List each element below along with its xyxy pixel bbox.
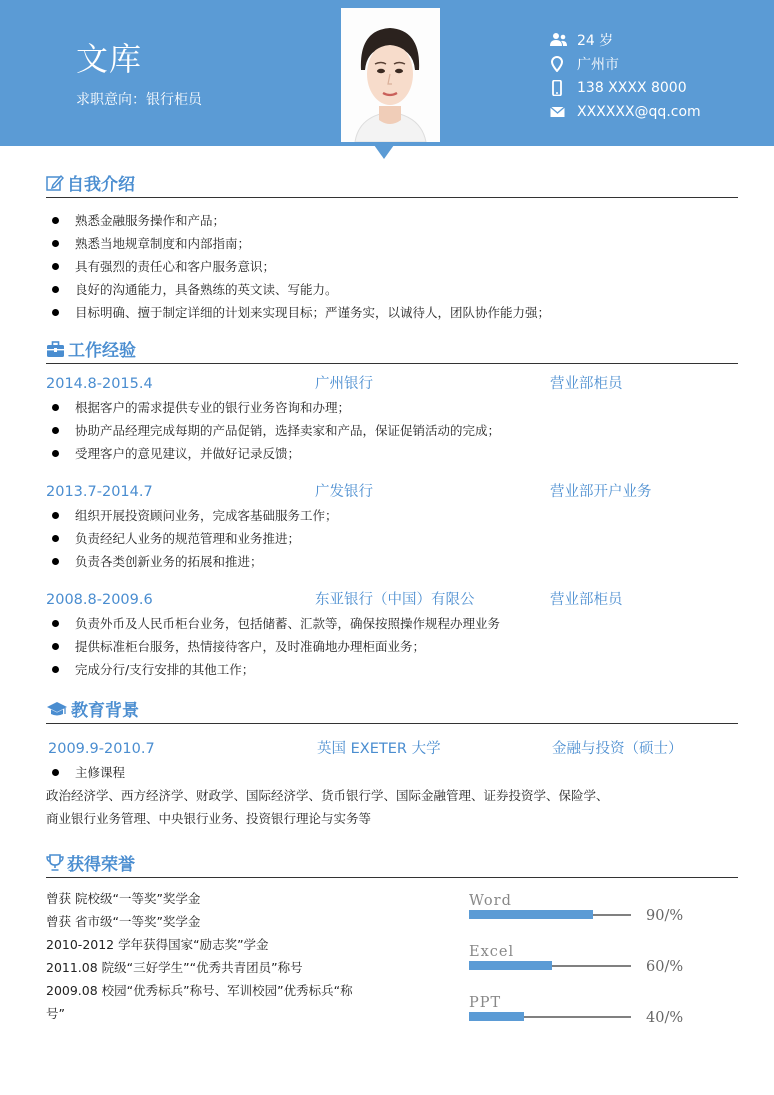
job-entry [46,588,738,681]
list-item: 负责经纪人业务的规范管理和业务推进； [46,527,738,550]
section-title: 自我介绍 [67,175,135,195]
section-title: 获得荣誉 [67,855,135,875]
skill-name: Word [469,893,512,909]
section-work [46,331,738,681]
job-duties [46,612,738,681]
job-date: 2014.8-2015.4 [46,376,153,392]
skill-percent: 60/% [646,959,684,975]
list-item: 提供标准柜台服务，热情接待客户，及时准确地办理柜面业务； [46,635,738,658]
edu-major: 金融与投资（硕士） [552,741,683,757]
skill-name: PPT [469,995,502,1011]
age-text: 24 岁 [577,33,614,49]
section-title-bar [46,691,738,724]
job-position: 营业部开户业务 [550,484,652,500]
list-item: 主修课程 [46,761,738,784]
job-header [46,372,738,396]
honor-item: 曾获 院校级“一等奖”奖学金 [46,891,201,906]
section-self-intro [46,165,738,324]
skill-name: Excel [469,944,515,960]
briefcase-icon [46,341,65,358]
job-position: 营业部柜员 [550,592,623,608]
skill-excel [469,941,684,975]
profile-photo [341,8,440,142]
course-line: 商业银行业务管理、中央银行业务、投资银行理论与实务等 [46,811,372,826]
honor-item: 号” [46,1006,65,1021]
job-entry [46,372,738,465]
list-item: 熟悉当地规章制度和内部指南； [46,232,738,255]
section-education [46,691,738,830]
contact-city [550,52,701,76]
location-pin-icon [550,56,568,72]
job-company: 广州银行 [315,376,373,392]
list-item: 根据客户的需求提供专业的银行业务咨询和办理； [46,396,738,419]
section-honors [46,845,738,1025]
contact-email [550,100,701,124]
job-header [46,480,738,504]
honor-item: 曾获 省市级“一等奖”奖学金 [46,914,201,929]
edu-course-list [46,761,738,784]
city-text: 广州市 [577,57,619,73]
list-item: 负责外币及人民币柜台业务，包括储蓄、汇款等，确保按照操作规程办理业务 [46,612,738,635]
job-entry [46,480,738,573]
self-intro-list [46,209,738,324]
email-text: XXXXXX@qq.com [577,104,701,120]
list-item: 完成分行/支行安排的其他工作； [46,658,738,681]
job-duties [46,396,738,465]
section-title: 工作经验 [68,341,136,361]
mobile-phone-icon [550,80,568,96]
job-header [46,588,738,612]
job-date: 2008.8-2009.6 [46,592,153,608]
candidate-name: 文库 [76,40,143,78]
skill-ppt [469,992,684,1026]
edu-school: 英国 EXETER 大学 [317,741,441,757]
graduation-cap-icon [46,701,68,718]
list-item: 组织开展投资顾问业务，完成客基础服务工作； [46,504,738,527]
section-title-bar [46,165,738,198]
section-title-bar [46,331,738,364]
phone-text: 138 XXXX 8000 [577,80,687,96]
honor-item: 2010-2012 学年获得国家“励志奖”学金 [46,937,269,952]
honor-item: 2009.08 校园“优秀标兵”称号、军训校园”优秀标兵“称 [46,983,353,998]
job-company: 广发银行 [315,484,373,500]
skill-fill [469,1012,524,1021]
section-title: 教育背景 [71,701,139,721]
list-item: 协助产品经理完成每期的产品促销，选择卖家和产品，保证促销活动的完成； [46,419,738,442]
list-item: 具有强烈的责任心和客户服务意识； [46,255,738,278]
envelope-icon [550,104,568,120]
job-date: 2013.7-2014.7 [46,484,153,500]
skill-percent: 40/% [646,1010,684,1026]
contact-age [550,28,701,52]
people-icon [550,32,568,48]
list-item: 熟悉金融服务操作和产品； [46,209,738,232]
education-header [46,737,738,761]
contact-phone [550,76,701,100]
job-position: 营业部柜员 [550,376,623,392]
skill-word [469,890,684,924]
edu-date: 2009.9-2010.7 [48,741,155,757]
contact-info [550,28,701,124]
skill-percent: 90/% [646,908,684,924]
honors-list [46,887,738,1025]
list-item: 目标明确、擅于制定详细的计划来实现目标；严谨务实，以诚待人，团队协作能力强； [46,301,738,324]
course-line: 政治经济学、西方经济学、财政学、国际经济学、货币银行学、国际金融管理、证券投资学、保险学、 [46,788,609,803]
section-title-bar [46,845,738,878]
trophy-icon [46,854,64,872]
skill-fill [469,910,593,919]
header-pointer [374,145,394,159]
job-duties [46,504,738,573]
list-item: 受理客户的意见建议，并做好记录反馈； [46,442,738,465]
job-intent: 求职意向：银行柜员 [76,92,202,108]
list-item: 负责各类创新业务的拓展和推进； [46,550,738,573]
list-item: 良好的沟通能力，具备熟练的英文读、写能力。 [46,278,738,301]
edit-note-icon [46,174,64,192]
honor-item: 2011.08 院级“三好学生”“优秀共青团员”称号 [46,960,303,975]
skill-fill [469,961,552,970]
job-company: 东亚银行（中国）有限公 [315,592,475,608]
